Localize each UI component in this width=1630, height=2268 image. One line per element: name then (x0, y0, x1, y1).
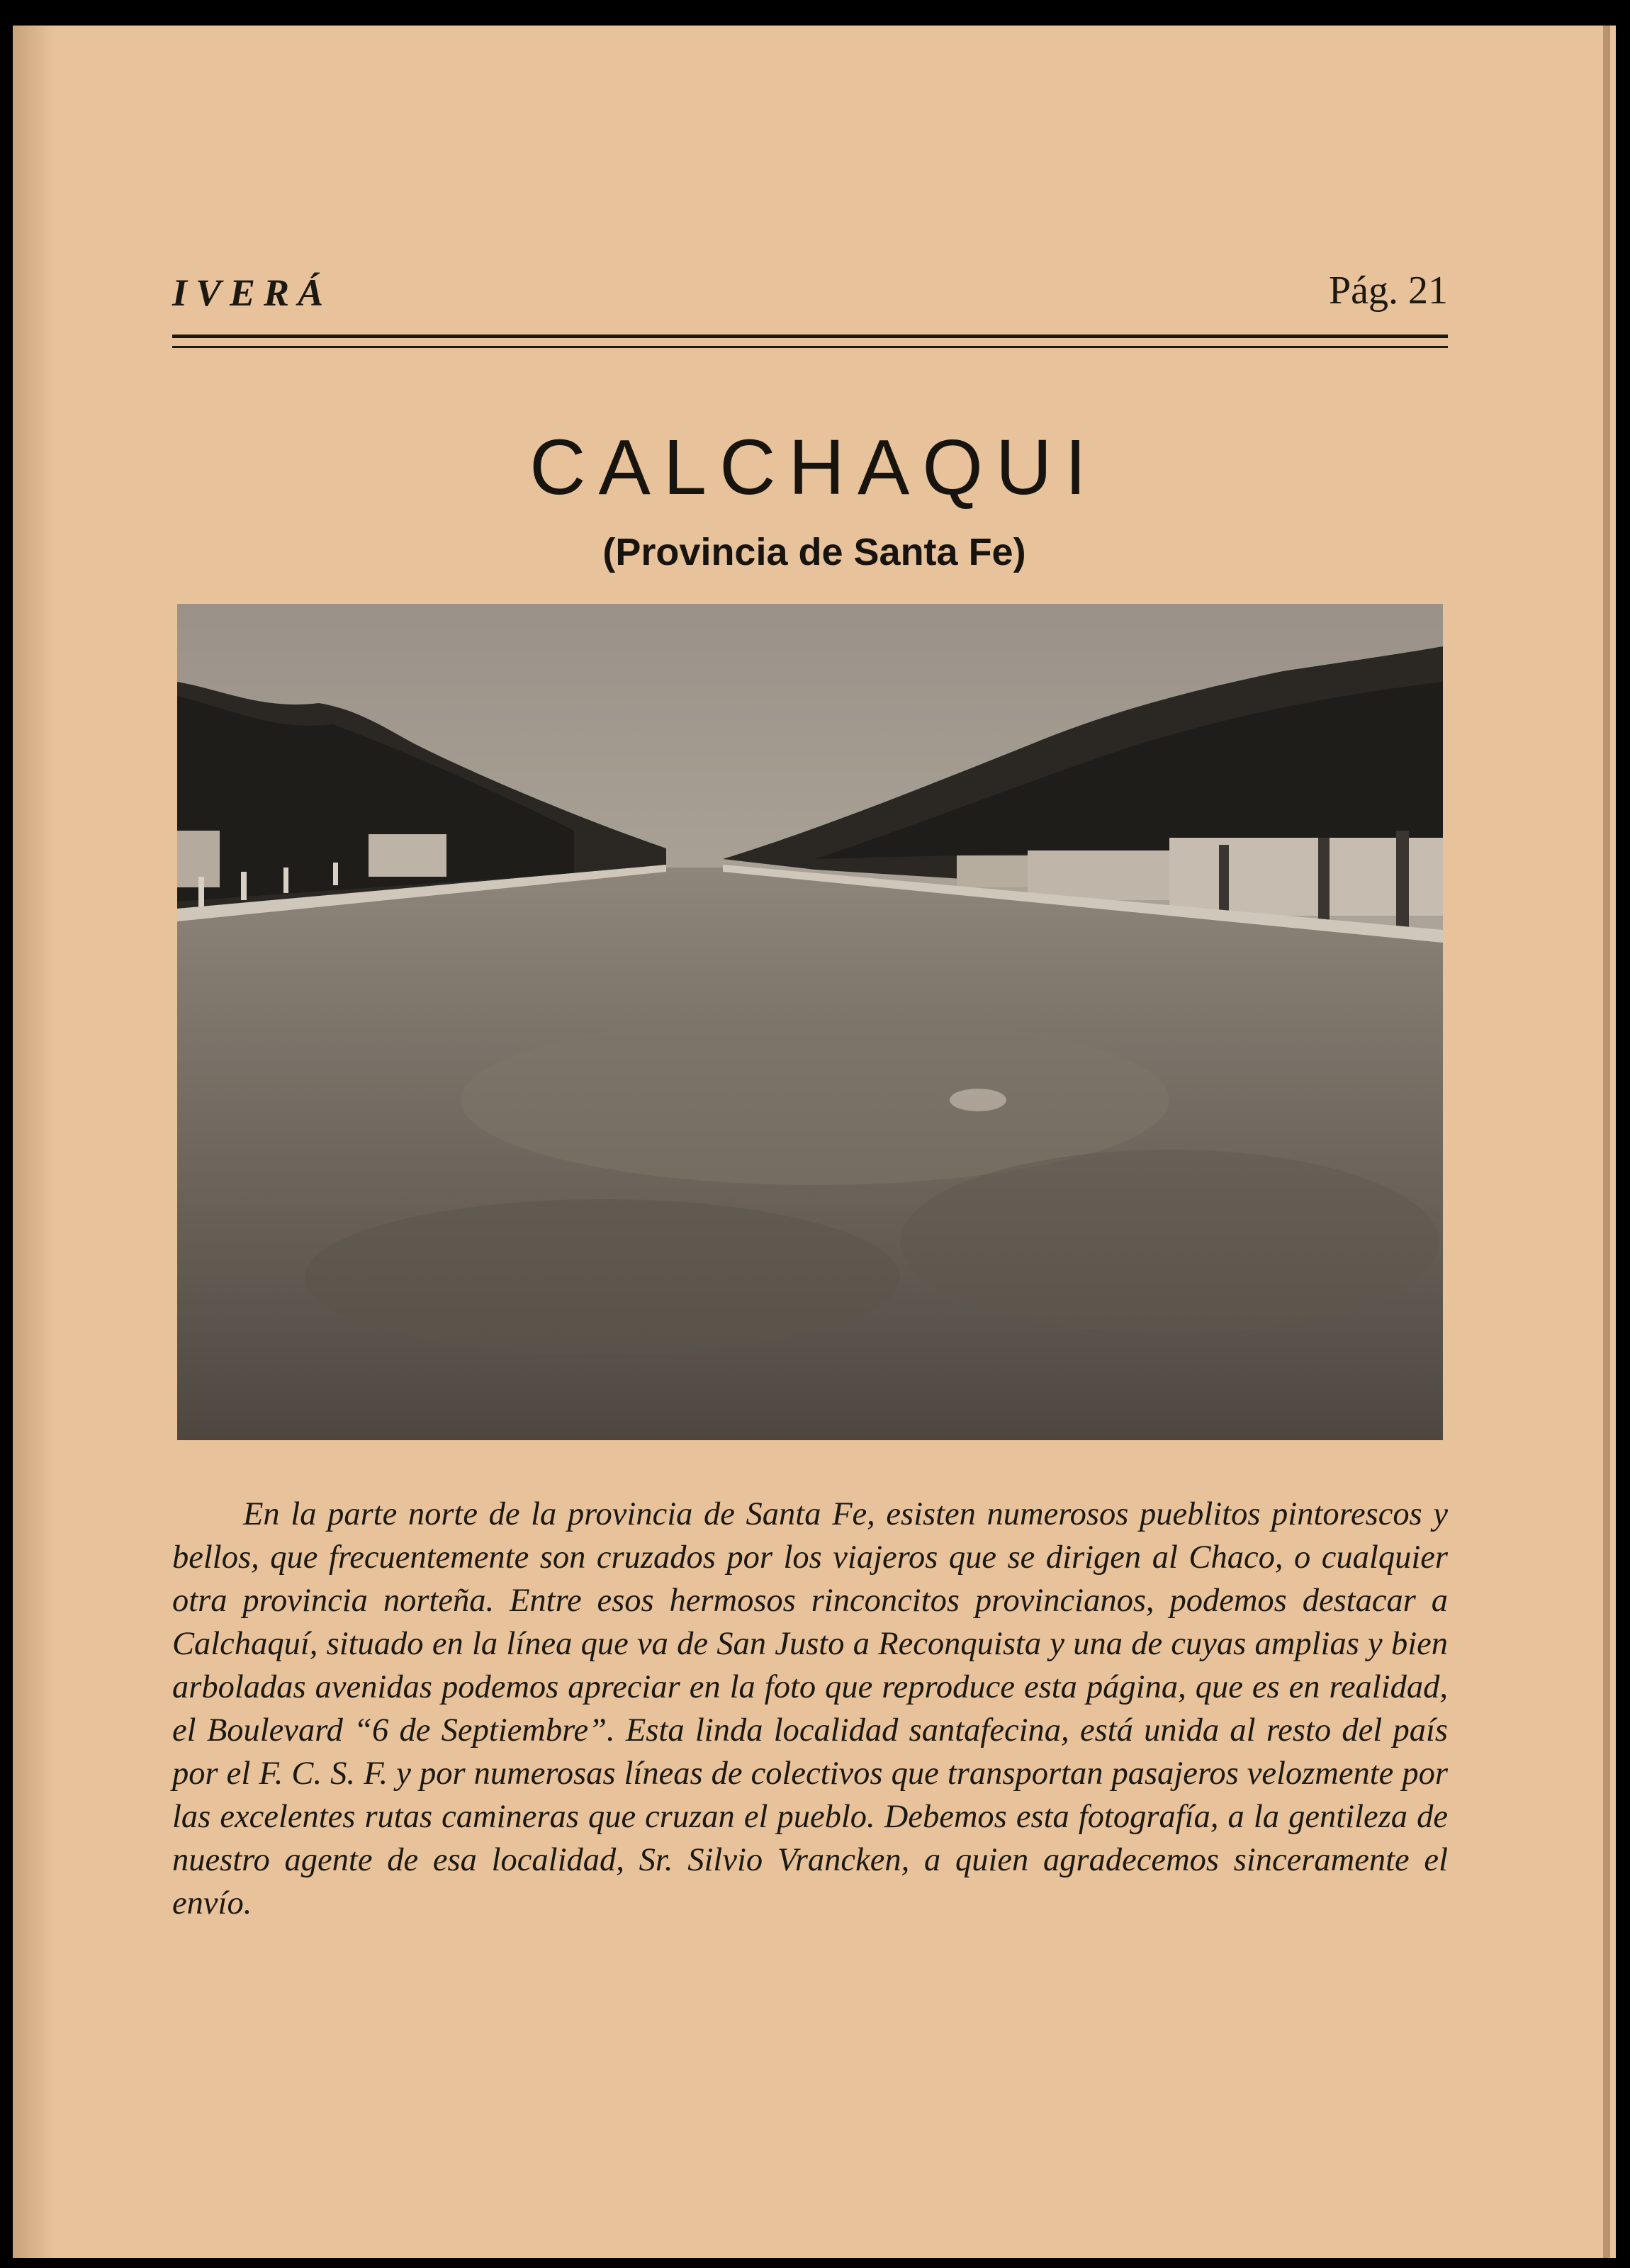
article-title: CALCHAQUI (529, 424, 1099, 511)
article-body: En la parte norte de la provincia de Santa Fe, esisten numerosos pueblitos pintorescos y bellos, que frecuentemente son cruzados por los viajeros que se dirigen al Chaco, o cualquier otra provincia norteña. Entre esos hermosos rinconcitos provincianos, podemos destacar a Calchaquí, situado en la línea que va de San Justo a Reconquista y una de cuyas amplias y bien arboladas avenidas podemos apreciar en la foto que reproduce esta página, que es en realidad, el Boulevard “6 de Septiembre”. Esta linda localidad santafecina, está unida al resto del país por el F. C. S. F. y por numerosas líneas de colectivos que transportan pasajeros velozmente por las excelentes rutas camineras que cruzan el pueblo. Debemos esta fotografía, a la gentileza de nuestro agente de esa localidad, Sr. Silvio Vrancken, a quien agradecemos sinceramente el envío. (172, 1496, 1448, 1921)
boulevard-photo-image (177, 604, 1443, 1440)
header-rule-thin (172, 346, 1448, 348)
header-rule (172, 335, 1448, 338)
running-title: IVERÁ (172, 271, 332, 314)
page-header (172, 271, 1448, 327)
page-gutter (13, 26, 55, 2258)
article-subtitle: (Provincia de Santa Fe) (602, 531, 1026, 573)
page-edge (1603, 26, 1610, 2258)
magazine-page (13, 26, 1616, 2258)
page-number: Pág. 21 (1329, 269, 1448, 313)
boulevard-photo (177, 604, 1443, 1440)
